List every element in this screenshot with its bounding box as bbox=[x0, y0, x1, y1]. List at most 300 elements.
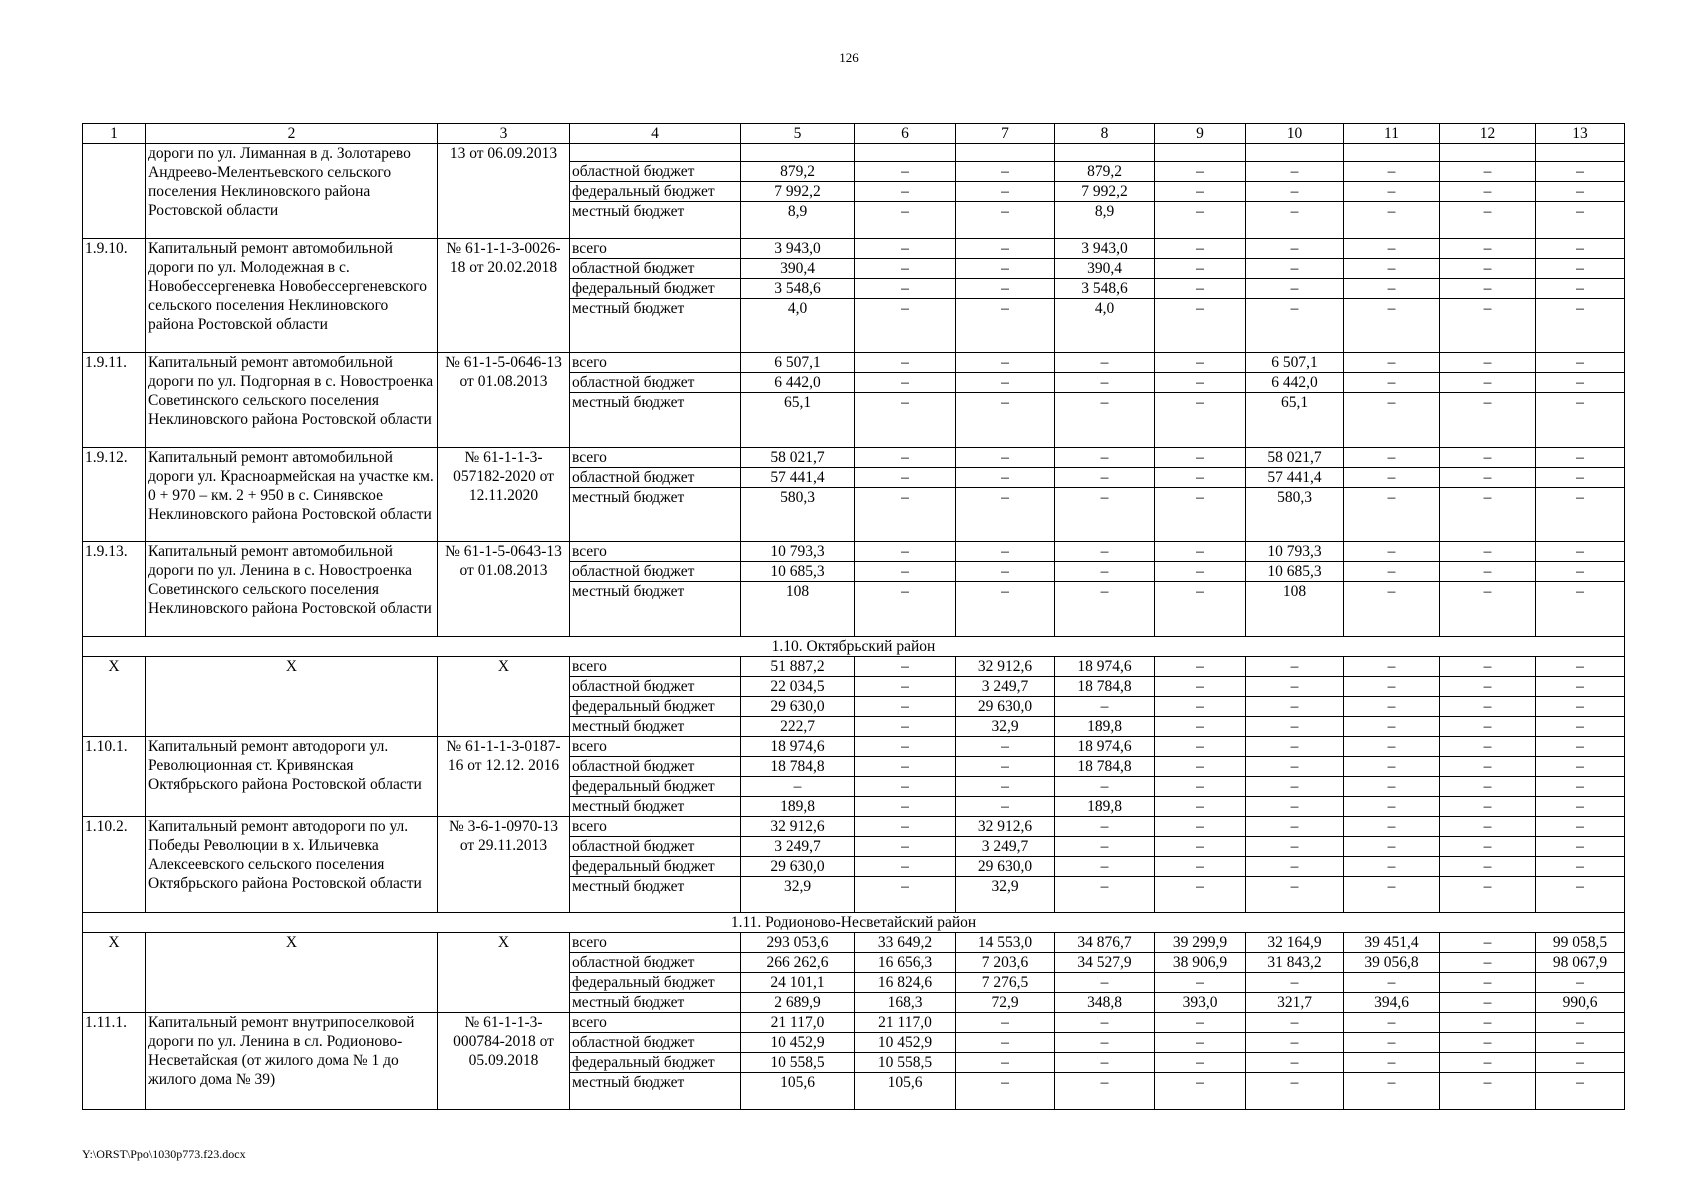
value-cell-col-13: – bbox=[1536, 973, 1625, 993]
value-cell-col-11: – bbox=[1344, 1073, 1440, 1109]
value-cell-col-8: – bbox=[1055, 447, 1155, 467]
funding-source: всего bbox=[570, 933, 741, 953]
value-cell-col-9: – bbox=[1155, 467, 1246, 487]
value-cell-col-5: 32,9 bbox=[741, 876, 855, 912]
value-cell-col-9: – bbox=[1155, 182, 1246, 202]
value-cell-col-8: 7 992,2 bbox=[1055, 182, 1155, 202]
value-cell-col-7: 7 203,6 bbox=[956, 953, 1055, 973]
value-cell-col-12: – bbox=[1440, 1033, 1536, 1053]
value-cell-col-9: – bbox=[1155, 238, 1246, 258]
value-cell-col-12: – bbox=[1440, 856, 1536, 876]
value-cell-col-6: 168,3 bbox=[855, 993, 956, 1013]
funding-source: областной бюджет bbox=[570, 562, 741, 582]
registration-number: № 61-1-1-3-000784-2018 от 05.09.2018 bbox=[438, 1013, 570, 1109]
value-cell-col-12: – bbox=[1440, 467, 1536, 487]
value-cell-col-10: 321,7 bbox=[1246, 993, 1344, 1013]
value-cell-col-10: – bbox=[1246, 676, 1344, 696]
value-cell-col-5: 189,8 bbox=[741, 796, 855, 816]
value-cell-col-6: – bbox=[855, 238, 956, 258]
value-cell-col-11: – bbox=[1344, 278, 1440, 298]
table-body bbox=[83, 124, 1625, 1110]
value-cell-col-12: – bbox=[1440, 1013, 1536, 1033]
value-cell-col-5: 222,7 bbox=[741, 716, 855, 736]
value-cell-col-11: – bbox=[1344, 973, 1440, 993]
value-cell-col-12: – bbox=[1440, 796, 1536, 816]
value-cell-col-10: – bbox=[1246, 856, 1344, 876]
column-header-10: 10 bbox=[1246, 124, 1344, 144]
value-cell-col-6: – bbox=[855, 696, 956, 716]
value-cell-col-9: – bbox=[1155, 278, 1246, 298]
value-cell-col-6: – bbox=[855, 373, 956, 393]
value-cell-col-13: – bbox=[1536, 238, 1625, 258]
value-cell-col-12: – bbox=[1440, 816, 1536, 836]
value-cell-col-7: 72,9 bbox=[956, 993, 1055, 1013]
value-cell-col-8: – bbox=[1055, 1013, 1155, 1033]
value-cell-col-13: – bbox=[1536, 796, 1625, 816]
value-cell-col-5: 32 912,6 bbox=[741, 816, 855, 836]
value-cell-col-9: – bbox=[1155, 393, 1246, 448]
value-cell-col-9 bbox=[1155, 144, 1246, 162]
value-cell-col-8: – bbox=[1055, 776, 1155, 796]
value-cell-col-12: – bbox=[1440, 1053, 1536, 1073]
value-cell-col-9: – bbox=[1155, 1073, 1246, 1109]
funding-source: местный бюджет bbox=[570, 1073, 741, 1109]
registration-number: № 61-1-1-3-0187-16 от 12.12. 2016 bbox=[438, 736, 570, 816]
value-cell-col-6: – bbox=[855, 182, 956, 202]
table-row bbox=[83, 353, 1625, 373]
value-cell-col-5: 266 262,6 bbox=[741, 953, 855, 973]
value-cell-col-7: 3 249,7 bbox=[956, 836, 1055, 856]
value-cell-col-13 bbox=[1536, 144, 1625, 162]
value-cell-col-9: – bbox=[1155, 373, 1246, 393]
funding-source: федеральный бюджет bbox=[570, 182, 741, 202]
value-cell-col-8: 18 974,6 bbox=[1055, 656, 1155, 676]
funding-source: федеральный бюджет bbox=[570, 1053, 741, 1073]
value-cell-col-13: 98 067,9 bbox=[1536, 953, 1625, 973]
value-cell-col-12: – bbox=[1440, 953, 1536, 973]
column-header-8: 8 bbox=[1055, 124, 1155, 144]
value-cell-col-6: – bbox=[855, 756, 956, 776]
value-cell-col-12: – bbox=[1440, 278, 1536, 298]
item-number: 1.9.13. bbox=[83, 542, 146, 637]
item-number: Х bbox=[83, 656, 146, 736]
item-name: Капитальный ремонт внутрипоселковой дороги по ул. Ленина в сл. Родионово-Несветайская (от жилого дома № 1 до жилого дома № 39) bbox=[146, 1013, 438, 1109]
value-cell-col-10: 6 442,0 bbox=[1246, 373, 1344, 393]
funding-source: всего bbox=[570, 353, 741, 373]
funding-source: местный бюджет bbox=[570, 202, 741, 238]
value-cell-col-8: 4,0 bbox=[1055, 298, 1155, 353]
value-cell-col-13: – bbox=[1536, 696, 1625, 716]
value-cell-col-6: – bbox=[855, 542, 956, 562]
value-cell-col-8 bbox=[1055, 144, 1155, 162]
value-cell-col-7: – bbox=[956, 447, 1055, 467]
item-name: Х bbox=[146, 933, 438, 1013]
value-cell-col-7: – bbox=[956, 796, 1055, 816]
value-cell-col-8: 8,9 bbox=[1055, 202, 1155, 238]
value-cell-col-7: 3 249,7 bbox=[956, 676, 1055, 696]
value-cell-col-12: – bbox=[1440, 393, 1536, 448]
column-header-12: 12 bbox=[1440, 124, 1536, 144]
funding-source: всего bbox=[570, 816, 741, 836]
funding-source: областной бюджет bbox=[570, 676, 741, 696]
value-cell-col-12: – bbox=[1440, 202, 1536, 238]
value-cell-col-6: – bbox=[855, 776, 956, 796]
value-cell-col-7: – bbox=[956, 776, 1055, 796]
value-cell-col-11: 39 451,4 bbox=[1344, 933, 1440, 953]
value-cell-col-5: 6 442,0 bbox=[741, 373, 855, 393]
value-cell-col-11: – bbox=[1344, 756, 1440, 776]
value-cell-col-8: – bbox=[1055, 467, 1155, 487]
value-cell-col-10: – bbox=[1246, 656, 1344, 676]
value-cell-col-12: – bbox=[1440, 182, 1536, 202]
value-cell-col-6: – bbox=[855, 876, 956, 912]
value-cell-col-10: 58 021,7 bbox=[1246, 447, 1344, 467]
item-name: Х bbox=[146, 656, 438, 736]
value-cell-col-11: – bbox=[1344, 796, 1440, 816]
value-cell-col-8: – bbox=[1055, 876, 1155, 912]
section-title: 1.10. Октябрьский район bbox=[83, 636, 1625, 656]
value-cell-col-12 bbox=[1440, 144, 1536, 162]
value-cell-col-9: – bbox=[1155, 796, 1246, 816]
value-cell-col-8: – bbox=[1055, 1033, 1155, 1053]
value-cell-col-9: – bbox=[1155, 353, 1246, 373]
value-cell-col-11: – bbox=[1344, 1033, 1440, 1053]
column-header-1: 1 bbox=[83, 124, 146, 144]
value-cell-col-5 bbox=[741, 144, 855, 162]
value-cell-col-9: – bbox=[1155, 736, 1246, 756]
column-header-13: 13 bbox=[1536, 124, 1625, 144]
value-cell-col-8: 189,8 bbox=[1055, 716, 1155, 736]
value-cell-col-7 bbox=[956, 144, 1055, 162]
value-cell-col-11: – bbox=[1344, 836, 1440, 856]
funding-source: областной бюджет bbox=[570, 162, 741, 182]
value-cell-col-5: 51 887,2 bbox=[741, 656, 855, 676]
value-cell-col-5: 3 548,6 bbox=[741, 278, 855, 298]
value-cell-col-5: 21 117,0 bbox=[741, 1013, 855, 1033]
value-cell-col-7: – bbox=[956, 1053, 1055, 1073]
value-cell-col-9: – bbox=[1155, 447, 1246, 467]
value-cell-col-13: – bbox=[1536, 1053, 1625, 1073]
funding-source: федеральный бюджет bbox=[570, 856, 741, 876]
column-header-4: 4 bbox=[570, 124, 741, 144]
value-cell-col-13: – bbox=[1536, 1033, 1625, 1053]
value-cell-col-7: – bbox=[956, 278, 1055, 298]
value-cell-col-8: – bbox=[1055, 1073, 1155, 1109]
value-cell-col-8: – bbox=[1055, 393, 1155, 448]
value-cell-col-12: – bbox=[1440, 933, 1536, 953]
value-cell-col-7: – bbox=[956, 1013, 1055, 1033]
item-number: Х bbox=[83, 933, 146, 1013]
column-header-5: 5 bbox=[741, 124, 855, 144]
value-cell-col-10: – bbox=[1246, 973, 1344, 993]
funding-source: федеральный бюджет bbox=[570, 696, 741, 716]
funding-source: местный бюджет bbox=[570, 993, 741, 1013]
funding-source: местный бюджет bbox=[570, 298, 741, 353]
value-cell-col-12: – bbox=[1440, 582, 1536, 637]
value-cell-col-12: – bbox=[1440, 1073, 1536, 1109]
value-cell-col-5: 2 689,9 bbox=[741, 993, 855, 1013]
value-cell-col-6: – bbox=[855, 716, 956, 736]
value-cell-col-11: – bbox=[1344, 856, 1440, 876]
funding-source: областной бюджет bbox=[570, 467, 741, 487]
table-row bbox=[83, 1013, 1625, 1033]
value-cell-col-10: 32 164,9 bbox=[1246, 933, 1344, 953]
item-number: 1.9.11. bbox=[83, 353, 146, 448]
value-cell-col-12: – bbox=[1440, 562, 1536, 582]
value-cell-col-11: – bbox=[1344, 542, 1440, 562]
value-cell-col-11: – bbox=[1344, 487, 1440, 542]
value-cell-col-6: – bbox=[855, 676, 956, 696]
funding-source: всего bbox=[570, 542, 741, 562]
value-cell-col-8: – bbox=[1055, 1053, 1155, 1073]
funding-source bbox=[570, 144, 741, 162]
table-row bbox=[83, 816, 1625, 836]
value-cell-col-8: 3 548,6 bbox=[1055, 278, 1155, 298]
value-cell-col-8: 189,8 bbox=[1055, 796, 1155, 816]
value-cell-col-12: – bbox=[1440, 776, 1536, 796]
value-cell-col-11: – bbox=[1344, 676, 1440, 696]
value-cell-col-8: – bbox=[1055, 562, 1155, 582]
value-cell-col-7: – bbox=[956, 162, 1055, 182]
column-header-2: 2 bbox=[146, 124, 438, 144]
registration-number: № 61-1-5-0646-13 от 01.08.2013 bbox=[438, 353, 570, 448]
value-cell-col-11: 394,6 bbox=[1344, 993, 1440, 1013]
value-cell-col-12: – bbox=[1440, 756, 1536, 776]
value-cell-col-12: – bbox=[1440, 373, 1536, 393]
value-cell-col-9: – bbox=[1155, 776, 1246, 796]
table-row bbox=[83, 542, 1625, 562]
value-cell-col-13: – bbox=[1536, 876, 1625, 912]
value-cell-col-7: 14 553,0 bbox=[956, 933, 1055, 953]
item-number: 1.11.1. bbox=[83, 1013, 146, 1109]
value-cell-col-13: – bbox=[1536, 736, 1625, 756]
value-cell-col-13: – bbox=[1536, 542, 1625, 562]
value-cell-col-11: – bbox=[1344, 353, 1440, 373]
value-cell-col-12: – bbox=[1440, 487, 1536, 542]
value-cell-col-6: – bbox=[855, 562, 956, 582]
value-cell-col-8: – bbox=[1055, 373, 1155, 393]
value-cell-col-10 bbox=[1246, 144, 1344, 162]
funding-source: областной бюджет bbox=[570, 836, 741, 856]
funding-source: всего bbox=[570, 447, 741, 467]
value-cell-col-6: – bbox=[855, 258, 956, 278]
table-row bbox=[83, 933, 1625, 953]
funding-source: областной бюджет bbox=[570, 373, 741, 393]
value-cell-col-9: – bbox=[1155, 562, 1246, 582]
value-cell-col-11: – bbox=[1344, 182, 1440, 202]
value-cell-col-8: – bbox=[1055, 353, 1155, 373]
value-cell-col-11: – bbox=[1344, 876, 1440, 912]
value-cell-col-6: 105,6 bbox=[855, 1073, 956, 1109]
value-cell-col-12: – bbox=[1440, 353, 1536, 373]
value-cell-col-6: – bbox=[855, 796, 956, 816]
value-cell-col-9: – bbox=[1155, 487, 1246, 542]
value-cell-col-9: – bbox=[1155, 202, 1246, 238]
value-cell-col-13: – bbox=[1536, 1073, 1625, 1109]
funding-source: всего bbox=[570, 656, 741, 676]
column-header-11: 11 bbox=[1344, 124, 1440, 144]
value-cell-col-13: – bbox=[1536, 1013, 1625, 1033]
value-cell-col-8: 879,2 bbox=[1055, 162, 1155, 182]
funding-source: местный бюджет bbox=[570, 876, 741, 912]
value-cell-col-5: 7 992,2 bbox=[741, 182, 855, 202]
table-row bbox=[83, 656, 1625, 676]
value-cell-col-12: – bbox=[1440, 736, 1536, 756]
value-cell-col-8: 34 876,7 bbox=[1055, 933, 1155, 953]
value-cell-col-13: – bbox=[1536, 373, 1625, 393]
value-cell-col-5: 65,1 bbox=[741, 393, 855, 448]
value-cell-col-7: – bbox=[956, 467, 1055, 487]
value-cell-col-7: 32 912,6 bbox=[956, 816, 1055, 836]
value-cell-col-10: 108 bbox=[1246, 582, 1344, 637]
value-cell-col-9: – bbox=[1155, 836, 1246, 856]
value-cell-col-10: – bbox=[1246, 1013, 1344, 1033]
value-cell-col-7: 32 912,6 bbox=[956, 656, 1055, 676]
item-name: Капитальный ремонт автомобильной дороги по ул. Молодежная в с. Новобессергеневка Новобессергеневского сельского поселения Неклиновского района Ростовской области bbox=[146, 238, 438, 353]
value-cell-col-6: – bbox=[855, 353, 956, 373]
value-cell-col-7: 29 630,0 bbox=[956, 696, 1055, 716]
column-header-3: 3 bbox=[438, 124, 570, 144]
value-cell-col-6: – bbox=[855, 467, 956, 487]
value-cell-col-6: 21 117,0 bbox=[855, 1013, 956, 1033]
funding-source: всего bbox=[570, 238, 741, 258]
value-cell-col-6: – bbox=[855, 298, 956, 353]
value-cell-col-13: – bbox=[1536, 298, 1625, 353]
value-cell-col-9: – bbox=[1155, 298, 1246, 353]
value-cell-col-5: 57 441,4 bbox=[741, 467, 855, 487]
value-cell-col-8: – bbox=[1055, 836, 1155, 856]
value-cell-col-5: 10 558,5 bbox=[741, 1053, 855, 1073]
value-cell-col-13: – bbox=[1536, 582, 1625, 637]
value-cell-col-11: – bbox=[1344, 1053, 1440, 1073]
value-cell-col-11: – bbox=[1344, 202, 1440, 238]
value-cell-col-7: – bbox=[956, 353, 1055, 373]
value-cell-col-9: – bbox=[1155, 756, 1246, 776]
value-cell-col-10: – bbox=[1246, 716, 1344, 736]
value-cell-col-13: – bbox=[1536, 816, 1625, 836]
item-number: 1.9.12. bbox=[83, 447, 146, 542]
value-cell-col-7: – bbox=[956, 238, 1055, 258]
value-cell-col-10: 57 441,4 bbox=[1246, 467, 1344, 487]
value-cell-col-6: 16 824,6 bbox=[855, 973, 956, 993]
value-cell-col-13: – bbox=[1536, 202, 1625, 238]
table-row bbox=[83, 238, 1625, 258]
value-cell-col-13: – bbox=[1536, 353, 1625, 373]
value-cell-col-8: – bbox=[1055, 487, 1155, 542]
value-cell-col-11: – bbox=[1344, 467, 1440, 487]
value-cell-col-13: – bbox=[1536, 716, 1625, 736]
value-cell-col-12: – bbox=[1440, 836, 1536, 856]
funding-source: местный бюджет bbox=[570, 796, 741, 816]
column-header-6: 6 bbox=[855, 124, 956, 144]
value-cell-col-13: – bbox=[1536, 562, 1625, 582]
value-cell-col-10: 65,1 bbox=[1246, 393, 1344, 448]
item-name: Капитальный ремонт автодороги по ул. Победы Революции в х. Ильичевка Алексеевского сельского поселения Октябрьского района Ростовской области bbox=[146, 816, 438, 912]
value-cell-col-12: – bbox=[1440, 993, 1536, 1013]
value-cell-col-5: 3 943,0 bbox=[741, 238, 855, 258]
value-cell-col-10: 10 685,3 bbox=[1246, 562, 1344, 582]
funding-source: федеральный бюджет bbox=[570, 973, 741, 993]
value-cell-col-8: 18 974,6 bbox=[1055, 736, 1155, 756]
value-cell-col-5: 4,0 bbox=[741, 298, 855, 353]
value-cell-col-7: – bbox=[956, 582, 1055, 637]
value-cell-col-6: – bbox=[855, 582, 956, 637]
value-cell-col-10: – bbox=[1246, 238, 1344, 258]
value-cell-col-10: – bbox=[1246, 182, 1344, 202]
value-cell-col-9: – bbox=[1155, 973, 1246, 993]
footer-file-path: Y:\ORST\Ppo\1030p773.f23.docx bbox=[82, 1147, 246, 1161]
value-cell-col-10: – bbox=[1246, 816, 1344, 836]
value-cell-col-13: – bbox=[1536, 776, 1625, 796]
value-cell-col-5: 879,2 bbox=[741, 162, 855, 182]
value-cell-col-6: 10 558,5 bbox=[855, 1053, 956, 1073]
funding-source: местный бюджет bbox=[570, 487, 741, 542]
value-cell-col-9: – bbox=[1155, 656, 1246, 676]
value-cell-col-5: 10 685,3 bbox=[741, 562, 855, 582]
value-cell-col-11: – bbox=[1344, 1013, 1440, 1033]
value-cell-col-5: 6 507,1 bbox=[741, 353, 855, 373]
value-cell-col-13: – bbox=[1536, 487, 1625, 542]
value-cell-col-11: – bbox=[1344, 298, 1440, 353]
value-cell-col-9: 39 299,9 bbox=[1155, 933, 1246, 953]
value-cell-col-9: – bbox=[1155, 696, 1246, 716]
value-cell-col-6: – bbox=[855, 162, 956, 182]
value-cell-col-8: 348,8 bbox=[1055, 993, 1155, 1013]
value-cell-col-5: 18 974,6 bbox=[741, 736, 855, 756]
table-row bbox=[83, 447, 1625, 467]
funding-source: всего bbox=[570, 736, 741, 756]
value-cell-col-5: 108 bbox=[741, 582, 855, 637]
value-cell-col-5: 105,6 bbox=[741, 1073, 855, 1109]
value-cell-col-8: – bbox=[1055, 542, 1155, 562]
value-cell-col-10: 31 843,2 bbox=[1246, 953, 1344, 973]
value-cell-col-12: – bbox=[1440, 973, 1536, 993]
registration-number: Х bbox=[438, 933, 570, 1013]
value-cell-col-9: – bbox=[1155, 582, 1246, 637]
value-cell-col-12: – bbox=[1440, 238, 1536, 258]
value-cell-col-8: 34 527,9 bbox=[1055, 953, 1155, 973]
funding-source: местный бюджет bbox=[570, 716, 741, 736]
value-cell-col-8: 18 784,8 bbox=[1055, 676, 1155, 696]
value-cell-col-13: 99 058,5 bbox=[1536, 933, 1625, 953]
value-cell-col-12: – bbox=[1440, 542, 1536, 562]
value-cell-col-12: – bbox=[1440, 676, 1536, 696]
value-cell-col-5: 10 452,9 bbox=[741, 1033, 855, 1053]
value-cell-col-10: – bbox=[1246, 162, 1344, 182]
value-cell-col-7: – bbox=[956, 736, 1055, 756]
value-cell-col-7: 29 630,0 bbox=[956, 856, 1055, 876]
item-name: Капитальный ремонт автодороги ул. Революционная ст. Кривянская Октябрьского района Ростовской области bbox=[146, 736, 438, 816]
value-cell-col-5: 24 101,1 bbox=[741, 973, 855, 993]
value-cell-col-8: 3 943,0 bbox=[1055, 238, 1155, 258]
value-cell-col-12: – bbox=[1440, 876, 1536, 912]
value-cell-col-7: – bbox=[956, 542, 1055, 562]
value-cell-col-8: – bbox=[1055, 856, 1155, 876]
value-cell-col-12: – bbox=[1440, 258, 1536, 278]
value-cell-col-10: – bbox=[1246, 736, 1344, 756]
column-header-9: 9 bbox=[1155, 124, 1246, 144]
value-cell-col-11: – bbox=[1344, 816, 1440, 836]
value-cell-col-5: 580,3 bbox=[741, 487, 855, 542]
funding-source: областной бюджет bbox=[570, 1033, 741, 1053]
value-cell-col-11: – bbox=[1344, 562, 1440, 582]
registration-number: № 3-6-1-0970-13 от 29.11.2013 bbox=[438, 816, 570, 912]
value-cell-col-7: 7 276,5 bbox=[956, 973, 1055, 993]
value-cell-col-12: – bbox=[1440, 716, 1536, 736]
value-cell-col-5: – bbox=[741, 776, 855, 796]
value-cell-col-9: 393,0 bbox=[1155, 993, 1246, 1013]
value-cell-col-10: 10 793,3 bbox=[1246, 542, 1344, 562]
